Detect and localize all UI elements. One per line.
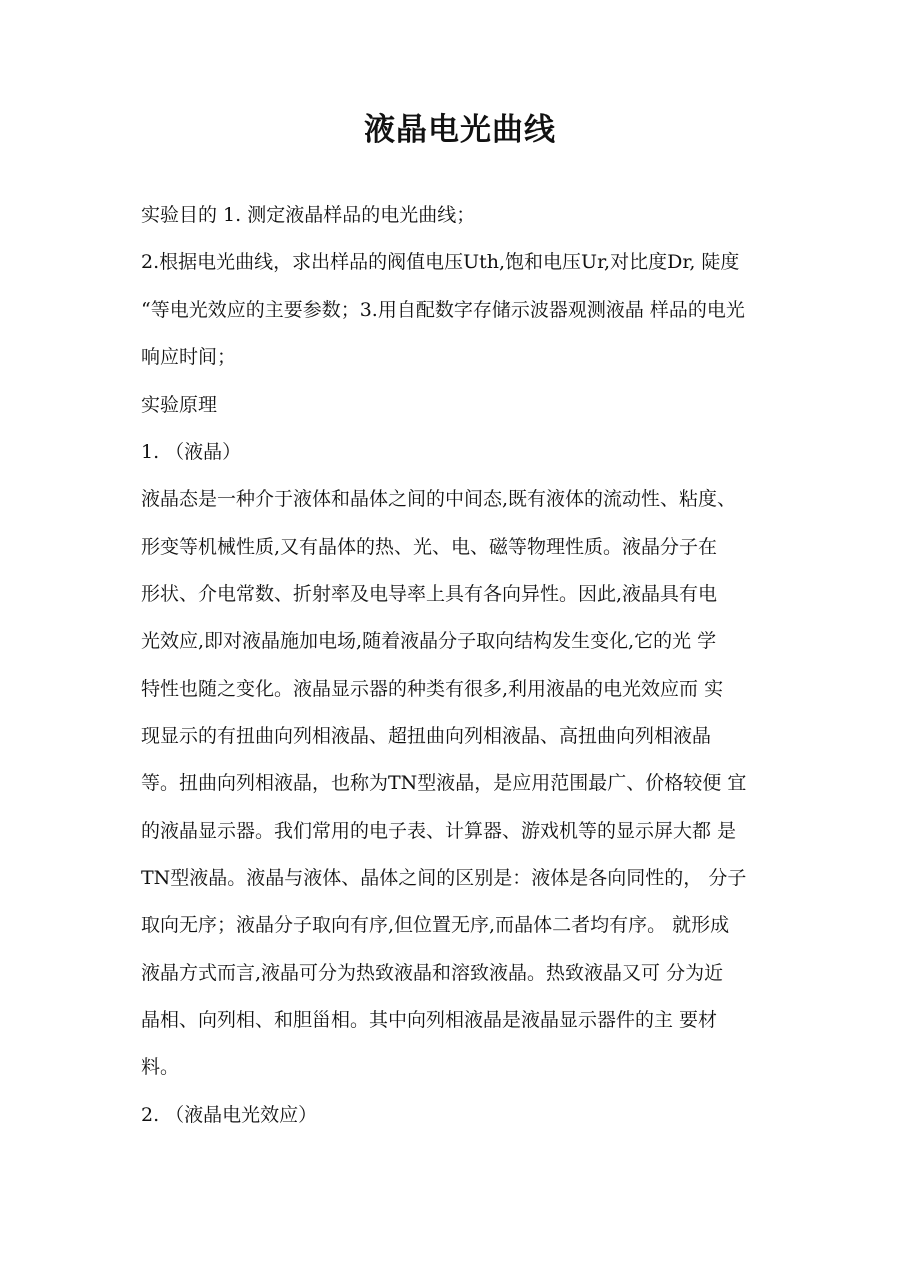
paragraph-line: 形变等机械性质,又有晶体的热、光、电、磁等物理性质。液晶分子在 [141, 536, 718, 558]
text-line: “等电光效应的主要参数；3.用自配数字存储示波器观测液晶 样品的电光 [141, 299, 745, 321]
text-line-objective: 实验目的 1. 测定液晶样品的电光曲线； [141, 204, 476, 226]
text-line: 响应时间； [141, 346, 237, 368]
paragraph-line: 等。扭曲向列相液晶，也称为TN型液晶，是应用范围最广、价格较便 宜 [141, 772, 747, 794]
paragraph-line: 形状、介电常数、折射率及电导率上具有各向异性。因此,液晶具有电 [141, 583, 718, 605]
paragraph-line: 的液晶显示器。我们常用的电子表、计算器、游戏机等的显示屏大都 是 [141, 820, 737, 842]
text-line: 2.根据电光曲线，求出样品的阀值电压Uth,饱和电压Ur,对比度Dr, 陡度 [141, 251, 740, 273]
paragraph-line: 晶相、向列相、和胆甾相。其中向列相液晶是液晶显示器件的主 要材 [141, 1009, 718, 1031]
paragraph-line: 取向无序；液晶分子取向有序,但位置无序,而晶体二者均有序。 就形成 [141, 914, 730, 936]
paragraph-line: 光效应,即对液晶施加电场,随着液晶分子取向结构发生变化,它的光 学 [141, 630, 717, 652]
paragraph-line: 料。 [141, 1056, 180, 1078]
paragraph-line: TN型液晶。液晶与液体、晶体之间的区别是：液体是各向同性的， 分子 [141, 867, 747, 889]
subsection-heading: 2. （液晶电光效应） [141, 1104, 318, 1126]
paragraph-line: 液晶态是一种介于液体和晶体之间的中间态,既有液体的流动性、粘度、 [141, 488, 737, 510]
document-title: 液晶电光曲线 [364, 112, 556, 148]
paragraph-line: 现显示的有扭曲向列相液晶、超扭曲向列相液晶、高扭曲向列相液晶 [141, 725, 712, 747]
subsection-heading: 1. （液晶） [141, 441, 242, 463]
section-heading: 实验原理 [141, 394, 218, 416]
paragraph-line: 特性也随之变化。液晶显示器的种类有很多,利用液晶的电光效应而 实 [141, 678, 724, 700]
paragraph-line: 液晶方式而言,液晶可分为热致液晶和溶致液晶。热致液晶又可 分为近 [141, 962, 724, 984]
